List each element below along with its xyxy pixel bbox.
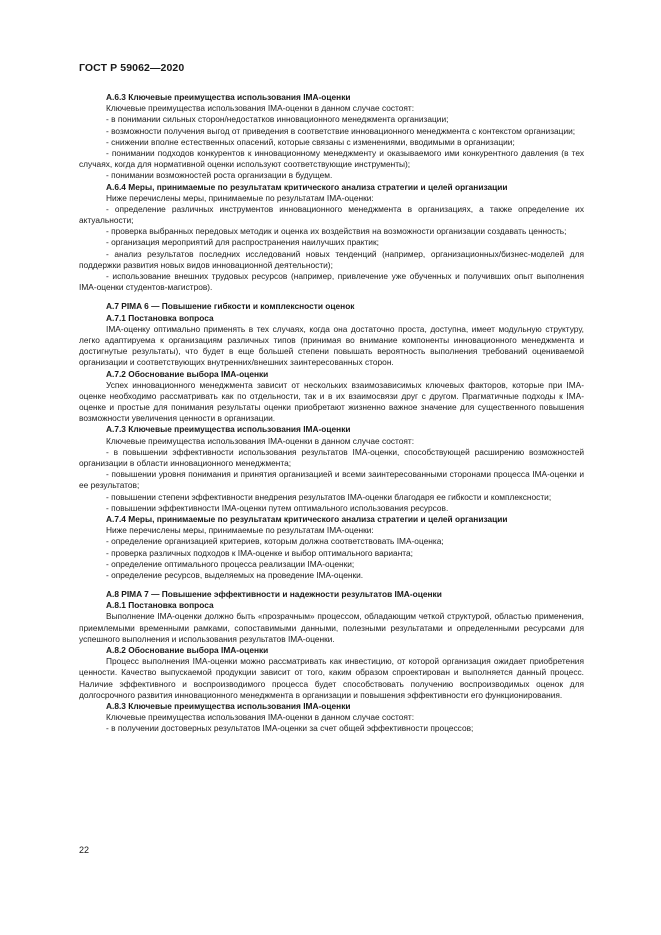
document-header: ГОСТ Р 59062—2020 <box>79 62 185 74</box>
section-heading: А.8 PIMA 7 — Повышение эффективности и надежности результатов IMA-оценки <box>106 589 442 600</box>
paragraph: Выполнение IMA-оценки должно быть «прозрачным» процессом, обладающим четкой структурой, областью применения, приемлемыми временными рамками, сопоставимыми данными, полезными результатами и определенными ресурсами для успешного выполнения и использования результатов IMA-оценки. <box>79 611 584 644</box>
subsection-heading: А.6.4 Меры, принимаемые по результатам критического анализа стратегии и целей организации <box>106 181 508 192</box>
paragraph: - в повышении эффективности использования результатов IMA-оценки, способствующей расширению возможностей организации в области инновационного менеджмента; <box>79 446 584 468</box>
paragraph: Ключевые преимущества использования IMA-оценки в данном случае состоят: <box>106 435 415 446</box>
paragraph: - возможности получения выгод от приведения в соответствие инновационного менеджмента с контекстом организации; <box>106 125 576 136</box>
document-body <box>79 92 584 735</box>
subsection-heading: А.7.4 Меры, принимаемые по результатам критического анализа стратегии и целей организации <box>106 513 508 524</box>
paragraph: - в получении достоверных результатов IMA-оценки за счет общей эффективности процессов; <box>106 723 474 734</box>
paragraph: - определение организацией критериев, которым должна соответствовать IMA-оценка; <box>106 536 444 547</box>
paragraph: - повышении эффективности IMA-оценки путем оптимального использования ресурсов. <box>106 502 449 513</box>
paragraph: IMA-оценку оптимально применять в тех случаях, когда она достаточно проста, доступна, имеет модульную структуру, легко адаптируема к организациям различных типов (принимая во внимание компоненты инновационного менеджмента и достигнутые результаты), что будет в еще большей степени повышать вероятность выполнения требований оцениваемой организации и соответствующих внутренних/внешних заинтересованных сторон. <box>79 323 584 368</box>
subsection-heading: А.8.3 Ключевые преимущества использования IMA-оценки <box>106 700 351 711</box>
paragraph: Ниже перечислены меры, принимаемые по результатам IMA-оценки: <box>106 192 374 203</box>
paragraph: - снижении вполне естественных опасений, которые связаны с изменениями, вводимыми в организации; <box>106 136 515 147</box>
subsection-heading: А.7.3 Ключевые преимущества использования IMA-оценки <box>106 424 351 435</box>
paragraph: Ключевые преимущества использования IMA-оценки в данном случае состоят: <box>106 712 415 723</box>
page-number: 22 <box>79 845 90 855</box>
paragraph: - повышении уровня понимания и принятия организацией и всеми заинтересованными сторонами процесса IMA-оценки и ее результатов; <box>79 469 584 491</box>
paragraph: - в понимании сильных сторон/недостатков инновационного менеджмента организации; <box>106 114 449 125</box>
subsection-heading: А.7.1 Постановка вопроса <box>106 312 214 323</box>
paragraph: - проверка выбранных передовых методик и оценка их воздействия на возможности организации создавать ценность; <box>106 226 567 237</box>
subsection-heading: А.8.1 Постановка вопроса <box>106 600 214 611</box>
subsection-heading: А.7.2 Обоснование выбора IMA-оценки <box>106 368 269 379</box>
paragraph: - повышении степени эффективности внедрения результатов IMA-оценки благодаря ее гибкости и комплексности; <box>106 491 552 502</box>
paragraph: Ниже перечислены меры, принимаемые по результатам IMA-оценки: <box>106 525 374 536</box>
subsection-heading: А.8.2 Обоснование выбора IMA-оценки <box>106 645 269 655</box>
paragraph: - организация мероприятий для распространения наилучших практик; <box>106 237 379 248</box>
paragraph: Ключевые преимущества использования IMA-оценки в данном случае состоят: <box>106 103 415 114</box>
paragraph: - понимании подходов конкурентов к инновационному менеджменту и оказываемого ими конкурентного давления (в тех случаях, когда для нормативной оценки используют соответствующие инструменты); <box>79 147 584 170</box>
paragraph: Успех инновационного менеджмента зависит от нескольких взаимозависимых ключевых факторов, которые при IMA-оценке необходимо рассматривать как по отдельности, так и в их взаимосвязи друг с другом. Прагматичные подходы к IMA-оценке и простые для понимания результаты оценки приобретают жизненно важное значение для существенного повышения возможности увеличения ценности в организации. <box>79 379 584 424</box>
paragraph: - понимании возможностей роста организации в будущем. <box>106 170 333 181</box>
paragraph: - определение оптимального процесса реализации IMA-оценки; <box>106 558 355 569</box>
subsection-heading: А.6.3 Ключевые преимущества использования IMA-оценки <box>106 92 351 102</box>
paragraph: - проверка различных подходов к IMA-оценке и выбор оптимального варианта; <box>106 547 413 558</box>
paragraph: - определение ресурсов, выделяемых на проведение IMA-оценки. <box>106 569 364 580</box>
section-heading: А.7 PIMA 6 — Повышение гибкости и комплексности оценок <box>106 301 355 312</box>
paragraph: - анализ результатов последних исследований новых тенденций (например, организационных/бизнес-моделей для поддержки развития новых видов инновационной деятельности); <box>79 248 584 270</box>
paragraph: - определение различных инструментов инновационного менеджмента в организациях, а также определение их актуальности; <box>79 203 584 226</box>
paragraph: - использование внешних трудовых ресурсов (например, привлечение уже обученных и получивших опыт выполнения IMA-оценки студентов-магистров). <box>79 271 584 293</box>
paragraph: Процесс выполнения IMA-оценки можно рассматривать как инвестицию, от которой организация ожидает приобретения ценности. Качество выпускаемой продукции зависит от того, каким образом спроектирован и выполняется данный процесс. Наличие эффективного и воспроизводимого процесса будет способствовать получению воспроизводимых оценок для долгосрочного развития инновационного менеджмента в организации и повышения эффективности его функционирования. <box>79 656 584 700</box>
